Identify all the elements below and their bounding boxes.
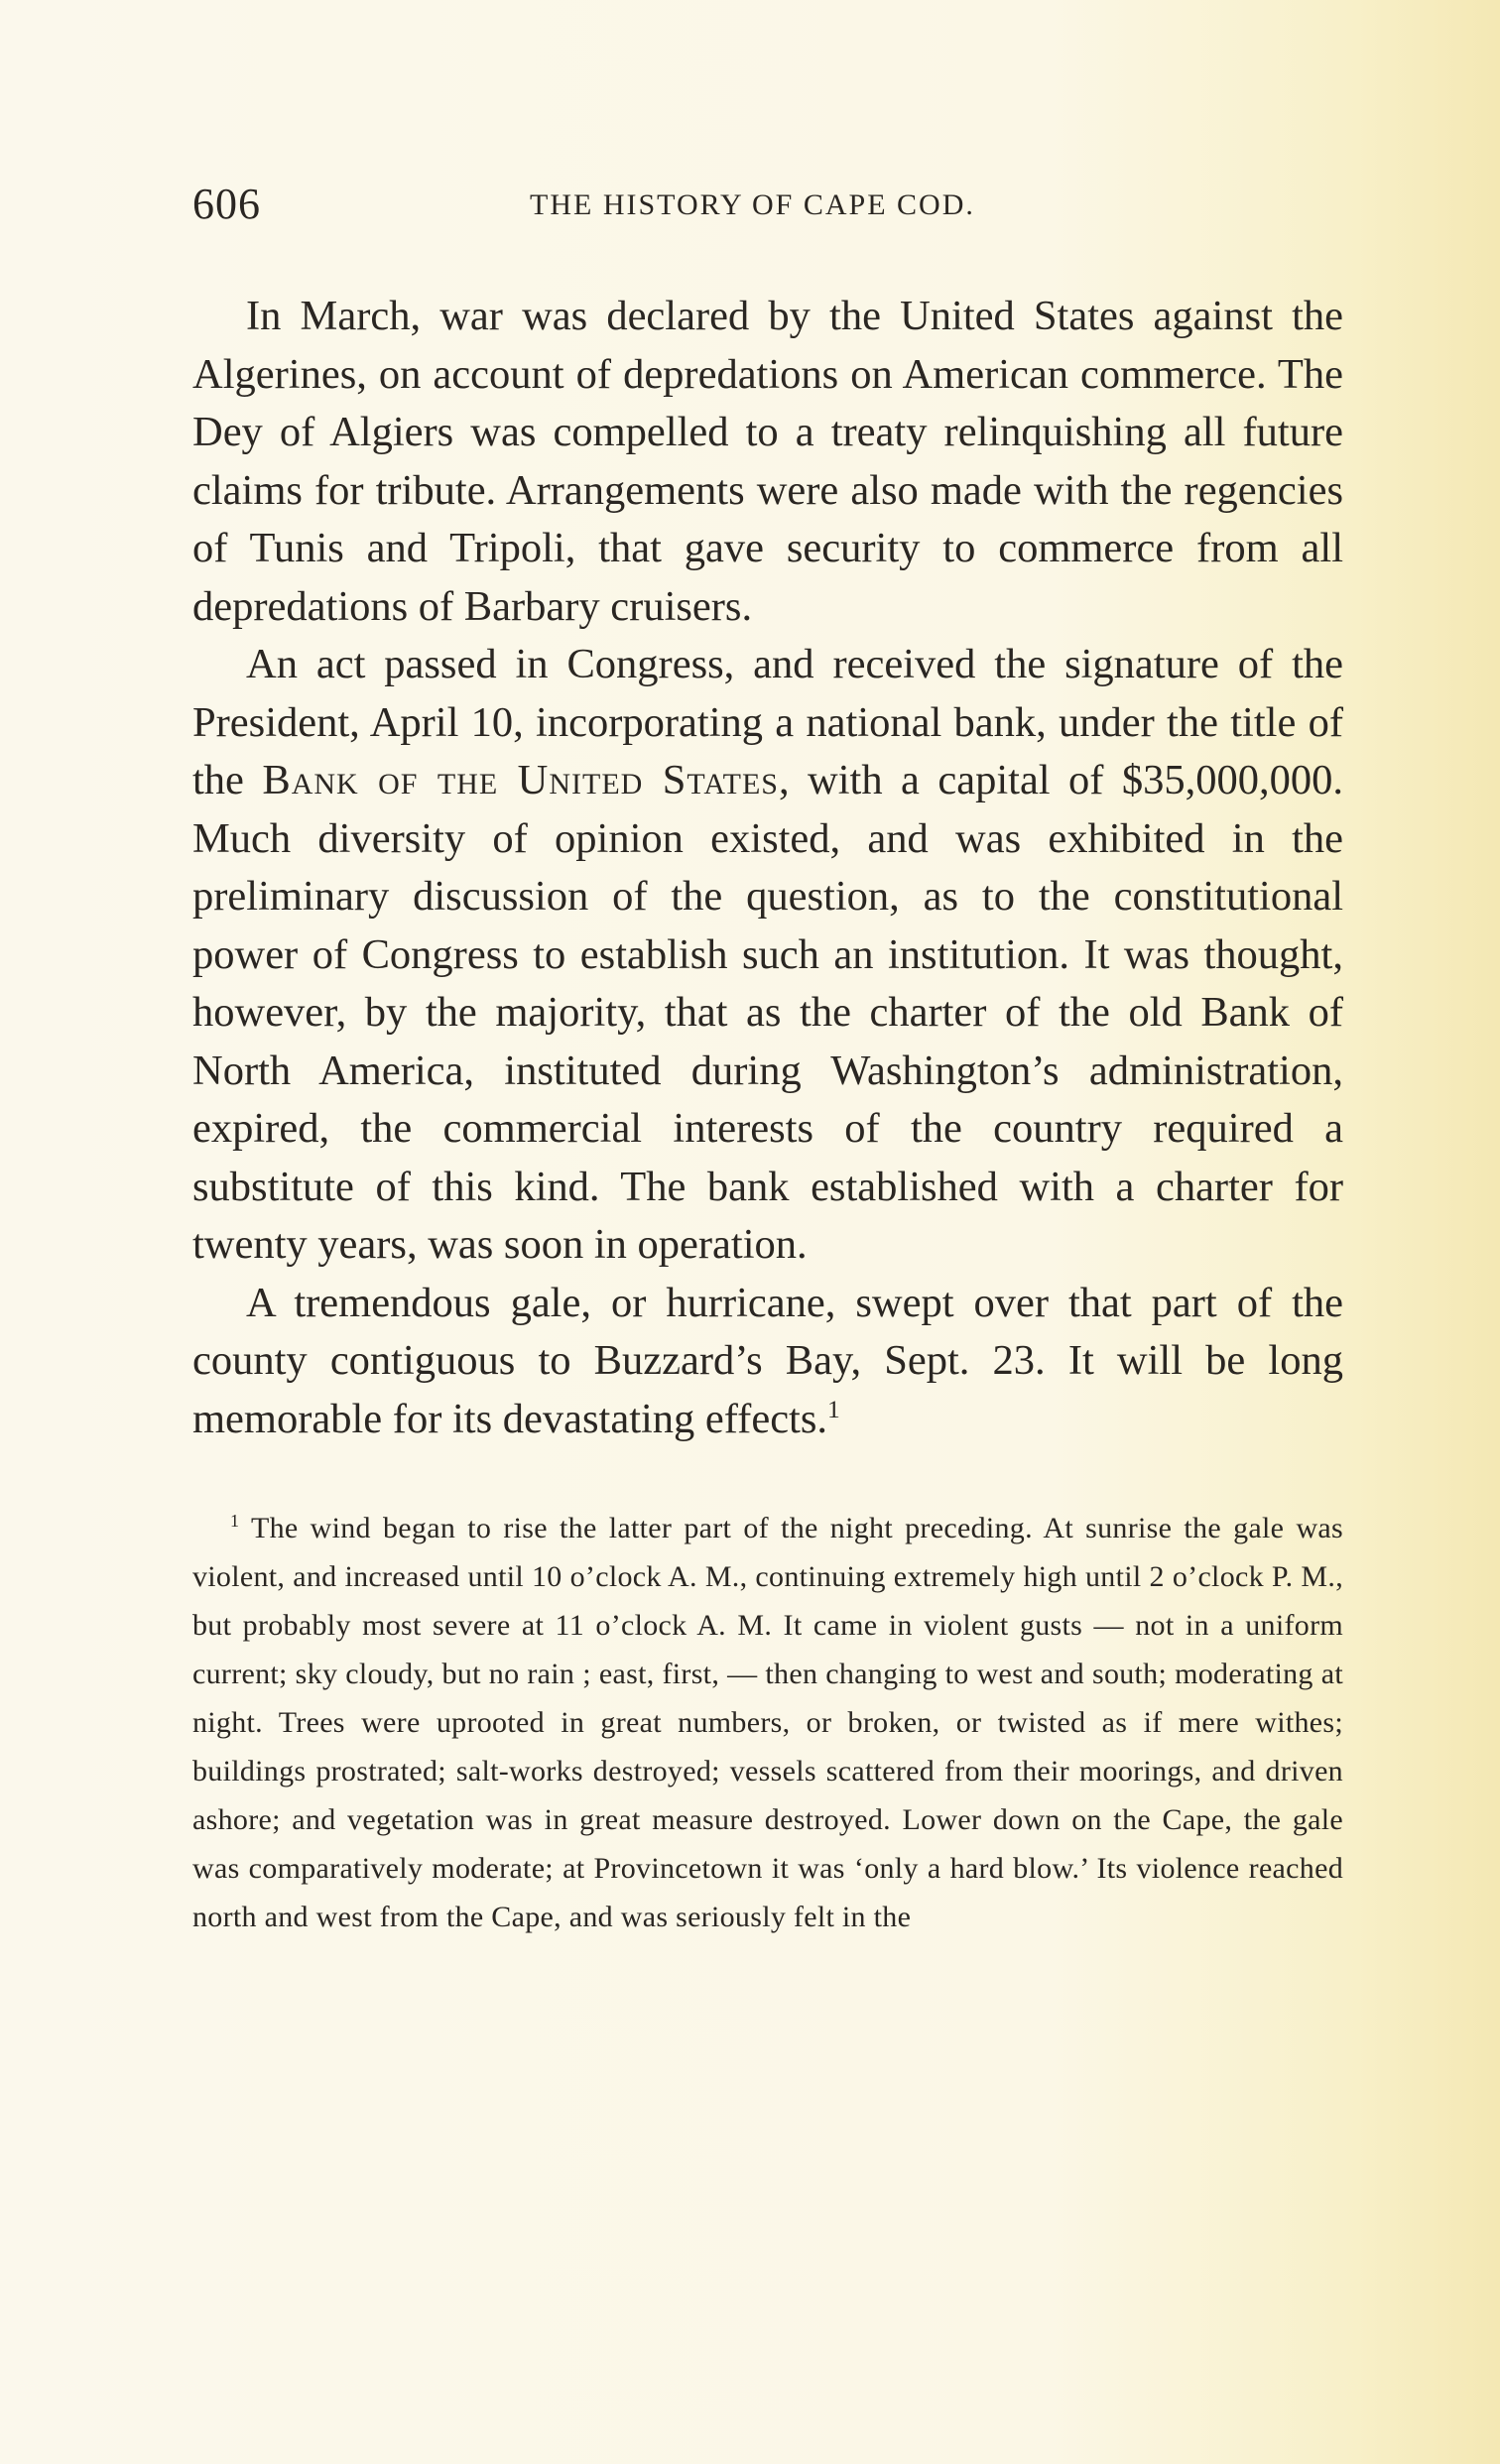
paragraph-bank-text-end: , with a capital of $35,000,000. Much diversity of opinion existed, and was exhibited in the preliminary discussion of the question, as to the constitutional power of Congress to establish such an institution. It was thought, however, by the majority, that as the charter of the old Bank of North America, instituted during Washington’s administration, expired, the commercial interests of the country required a substitute of this kind. The bank established with a charter for twenty years, was soon in operation. bbox=[192, 757, 1344, 1268]
page-number: 606 bbox=[192, 180, 261, 228]
paragraph-bank-text-start: An act passed in Congress, and received the signature of the President, April 10, incorporating a national bank, under the title of the bbox=[192, 641, 1343, 803]
main-text bbox=[192, 288, 1343, 1448]
running-title: THE HISTORY OF CAPE COD. bbox=[530, 188, 975, 221]
footnote-reference: 1 bbox=[827, 1394, 840, 1423]
paragraph-gale bbox=[192, 1275, 1343, 1449]
bank-name-small-caps: Bank of the United States bbox=[262, 757, 779, 803]
paragraph-algerines-text: In March, war was declared by the United States against the Algerines, on account of depredations on American commerce. The Dey of Algiers was compelled to a treaty relinquishing all future claims for tribute. Arrangements were also made with the regencies of Tunis and Tripoli, that gave security to commerce from all depredations of Barbary cruisers. bbox=[192, 293, 1343, 630]
footnote-marker: 1 bbox=[230, 1511, 240, 1531]
paragraph-algerines bbox=[192, 288, 1343, 636]
book-page bbox=[192, 179, 1343, 1941]
paragraph-national-bank bbox=[192, 636, 1343, 1275]
running-head bbox=[192, 179, 1343, 248]
paragraph-gale-text: A tremendous gale, or hurricane, swept over that part of the county contiguous to Buzzard’s Bay, Sept. 23. It will be long memorable for its devastating effects. bbox=[192, 1279, 1343, 1442]
footnote bbox=[192, 1504, 1343, 1941]
footnote-text: The wind began to rise the latter part of the night preceding. At sunrise the gale was violent, and increased until 10 o’clock A. M., continuing extremely high until 2 o’clock P. M., but probably most severe at 11 o’clock A. M. It came in violent gusts — not in a uniform current; sky cloudy, but no rain ; east, first, — then changing to west and south; moderating at night. Trees were uprooted in great numbers, or broken, or twisted as if mere withes; buildings prostrated; salt-works destroyed; vessels scattered from their moorings, and driven ashore; and vegetation was in great measure destroyed. Lower down on the Cape, the gale was comparatively moderate; at Provincetown it was ‘only a hard blow.’ Its violence reached north and west from the Cape, and was seriously felt in the bbox=[192, 1512, 1343, 1933]
